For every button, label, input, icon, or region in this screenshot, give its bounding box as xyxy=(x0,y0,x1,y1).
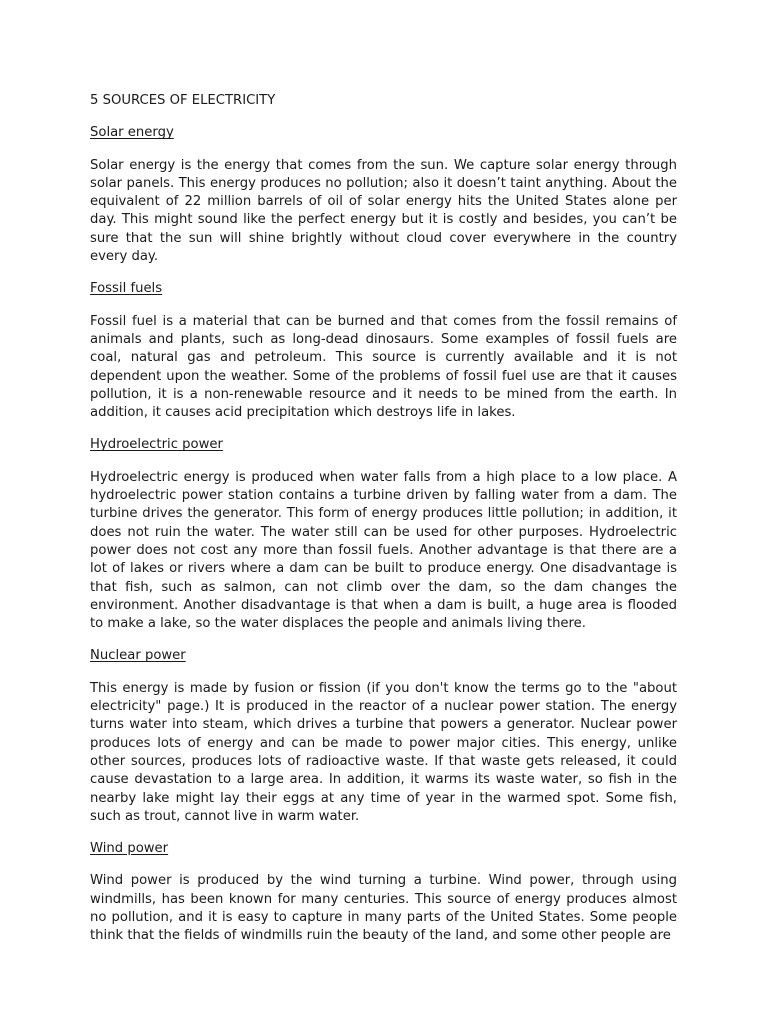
section-body-fossil-fuels: Fossil fuel is a material that can be burned and that comes from the fossil remains of animals and plants, such as long-dead dinosaurs. Some examples of fossil fuels are coal, natural gas and petroleum. This source is currently available and it is not dependent upon the weather. Some of the problems of fossil fuel use are that it causes pollution, it is a non-renewable resource and it needs to be mined from the earth. In addition, it causes acid precipitation which destroys life in lakes. xyxy=(90,313,677,421)
section-heading-fossil-fuels: Fossil fuels xyxy=(90,281,163,297)
section-body-solar-energy: Solar energy is the energy that comes from the sun. We capture solar energy through solar panels. This energy produces no pollution; also it doesn’t taint anything. About the equivalent of 22 million barrels of oil of solar energy hits the United States alone per day. This might sound like the perfect energy but it is costly and besides, you can’t be sure that the sun will shine brightly without cloud cover everywhere in the country every day. xyxy=(90,157,677,265)
section-heading-solar-energy: Solar energy xyxy=(90,125,174,141)
section-body-hydroelectric-power: Hydroelectric energy is produced when water falls from a high place to a low place. A hydroelectric power station contains a turbine driven by falling water from a dam. The turbine drives the generator. This form of energy produces little pollution; in addition, it does not ruin the water. The water still can be used for other purposes. Hydroelectric power does not cost any more than fossil fuels. Another advantage is that there are a lot of lakes or rivers where a dam can be built to produce energy. One disadvantage is that fish, such as salmon, can not climb over the dam, so the dam changes the environment. Another disadvantage is that when a dam is built, a huge area is flooded to make a lake, so the water displaces the people and animals living there. xyxy=(90,469,677,632)
section-body-nuclear-power: This energy is made by fusion or fission (if you don't know the terms go to the "about electricity" page.) It is produced in the reactor of a nuclear power station. The energy turns water into steam, which drives a turbine that powers a generator. Nuclear power produces lots of energy and can be made to power major cities. This energy, unlike other sources, produces lots of radioactive waste. If that waste gets released, it could cause devastation to a large area. In addition, it warms its waste water, so fish in the nearby lake might lay their eggs at any time of year in the warmed spot. Some fish, such as trout, cannot live in warm water. xyxy=(90,680,677,824)
document-title: 5 SOURCES OF ELECTRICITY xyxy=(90,93,276,108)
document-page xyxy=(90,92,677,960)
section-heading-nuclear-power: Nuclear power xyxy=(90,648,186,664)
section-body-wind-power: Wind power is produced by the wind turning a turbine. Wind power, through using windmills, has been known for many centuries. This source of energy produces almost no pollution, and it is easy to capture in many parts of the United States. Some people think that the fields of windmills ruin the beauty of the land, and some other people are xyxy=(90,873,677,944)
section-heading-hydroelectric-power: Hydroelectric power xyxy=(90,437,223,453)
section-heading-wind-power: Wind power xyxy=(90,841,169,857)
